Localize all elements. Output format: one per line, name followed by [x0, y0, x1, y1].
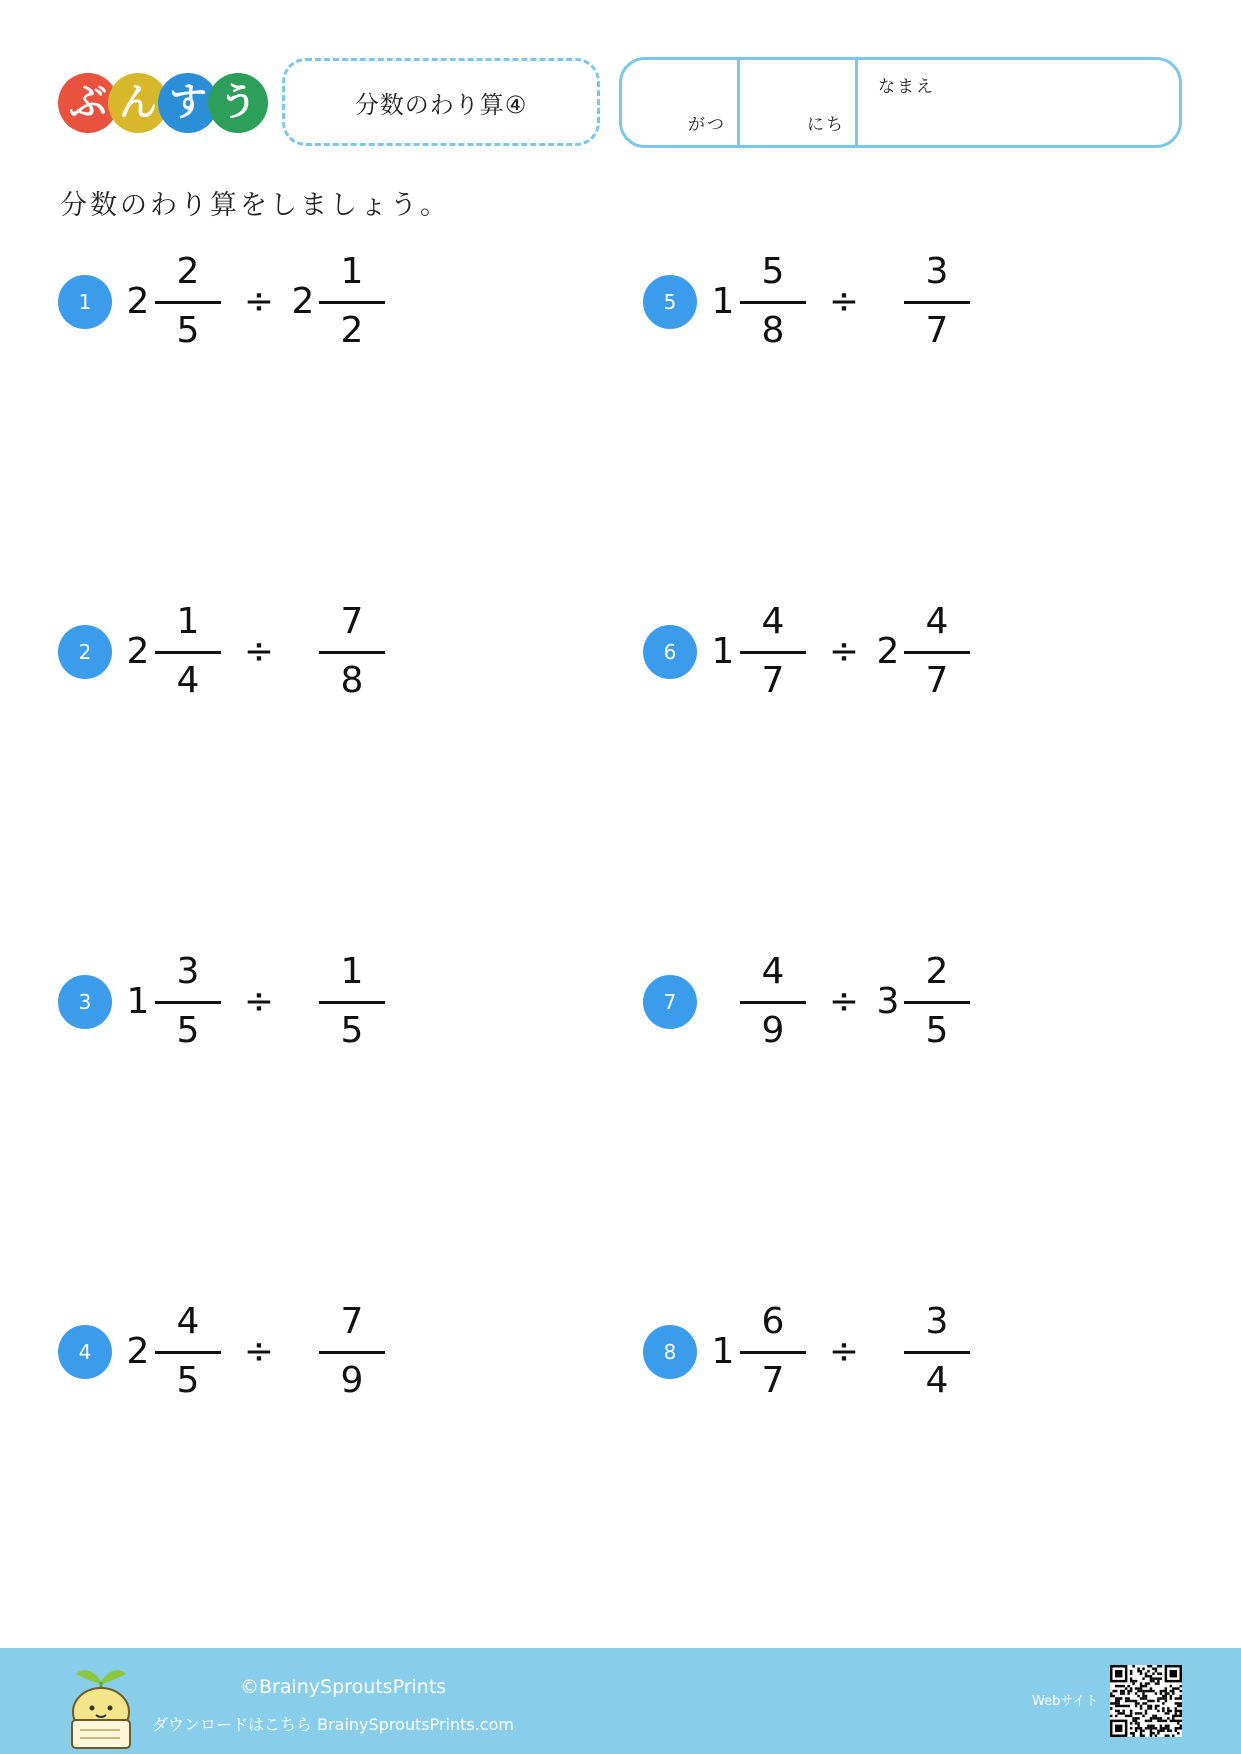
second-fraction: [904, 950, 970, 1060]
division-sign: ÷: [828, 631, 860, 672]
first-whole-number: 2: [126, 631, 150, 672]
problem-5: [643, 250, 1203, 360]
second-fraction-denominator: 8: [340, 660, 364, 701]
first-fraction-bar: [740, 1351, 806, 1354]
problem-2: [58, 600, 618, 710]
first-fraction: [155, 600, 221, 710]
first-whole-number: 1: [711, 1331, 735, 1372]
first-fraction-denominator: 8: [761, 310, 785, 351]
first-fraction-numerator: 5: [761, 251, 785, 292]
problem-number-badge: 5: [643, 275, 697, 329]
problem-8: [643, 1300, 1203, 1410]
division-sign: ÷: [828, 1331, 860, 1372]
second-fraction-numerator: 7: [340, 601, 364, 642]
month-label: がつ: [688, 115, 726, 135]
instruction: 分数のわり算をしましょう。: [60, 190, 450, 221]
first-fraction: [155, 250, 221, 360]
title-box: [282, 58, 600, 146]
second-fraction-bar: [319, 301, 385, 304]
first-fraction: [155, 1300, 221, 1410]
first-fraction-bar: [155, 1351, 221, 1354]
problem-number-badge: 6: [643, 625, 697, 679]
first-fraction-denominator: 9: [761, 1010, 785, 1051]
logo-char-2: ん: [108, 73, 168, 133]
month-divider: [737, 60, 740, 145]
website-label: Webサイト: [1032, 1694, 1099, 1709]
division-sign: ÷: [828, 281, 860, 322]
second-whole-number: 2: [291, 281, 315, 322]
second-fraction-denominator: 7: [925, 310, 949, 351]
logo-char-1: ぶ: [58, 73, 118, 133]
second-fraction: [319, 1300, 385, 1410]
second-fraction-denominator: 5: [925, 1010, 949, 1051]
copyright-text: ©BrainySproutsPrints: [240, 1676, 447, 1698]
problem-number-badge: 8: [643, 1325, 697, 1379]
first-fraction: [740, 1300, 806, 1410]
second-fraction-numerator: 2: [925, 951, 949, 992]
second-whole-number: 3: [876, 981, 900, 1022]
second-fraction: [319, 950, 385, 1060]
second-fraction-bar: [319, 1001, 385, 1004]
first-fraction-denominator: 5: [176, 1360, 200, 1401]
logo: [58, 73, 268, 133]
date-name-box: [619, 57, 1182, 148]
second-whole-number: 2: [876, 631, 900, 672]
second-fraction-bar: [319, 651, 385, 654]
second-fraction: [319, 250, 385, 360]
problem-number-badge: 4: [58, 1325, 112, 1379]
second-fraction-denominator: 7: [925, 660, 949, 701]
second-fraction-numerator: 4: [925, 601, 949, 642]
second-fraction-bar: [904, 1351, 970, 1354]
second-fraction: [904, 600, 970, 710]
first-fraction-bar: [740, 651, 806, 654]
first-fraction-numerator: 3: [176, 951, 200, 992]
problem-number-badge: 7: [643, 975, 697, 1029]
first-fraction-denominator: 5: [176, 1010, 200, 1051]
second-fraction: [904, 250, 970, 360]
second-fraction-denominator: 2: [340, 310, 364, 351]
first-fraction-numerator: 1: [176, 601, 200, 642]
day-label: にち: [807, 115, 845, 135]
first-fraction-numerator: 4: [176, 1301, 200, 1342]
second-fraction-numerator: 3: [925, 1301, 949, 1342]
first-whole-number: 1: [711, 281, 735, 322]
second-fraction-numerator: 1: [340, 951, 364, 992]
division-sign: ÷: [828, 981, 860, 1022]
logo-char-4: う: [208, 73, 268, 133]
second-fraction: [904, 1300, 970, 1410]
first-fraction: [740, 250, 806, 360]
first-fraction-denominator: 7: [761, 660, 785, 701]
first-fraction-denominator: 5: [176, 310, 200, 351]
second-fraction-numerator: 1: [340, 251, 364, 292]
division-sign: ÷: [243, 981, 275, 1022]
first-whole-number: 1: [711, 631, 735, 672]
first-whole-number: 1: [126, 981, 150, 1022]
second-fraction-denominator: 9: [340, 1360, 364, 1401]
first-fraction-bar: [740, 1001, 806, 1004]
sprout-mascot-icon: [66, 1660, 136, 1750]
second-fraction-denominator: 5: [340, 1010, 364, 1051]
problem-3: [58, 950, 618, 1060]
problem-number-badge: 1: [58, 275, 112, 329]
first-fraction-bar: [155, 1001, 221, 1004]
division-sign: ÷: [243, 281, 275, 322]
first-fraction-bar: [155, 651, 221, 654]
second-fraction-bar: [904, 651, 970, 654]
footer: [0, 1648, 1241, 1754]
second-fraction: [319, 600, 385, 710]
first-fraction-numerator: 4: [761, 951, 785, 992]
first-fraction-bar: [740, 301, 806, 304]
first-fraction: [155, 950, 221, 1060]
first-fraction: [740, 950, 806, 1060]
problem-number-badge: 2: [58, 625, 112, 679]
problem-number-badge: 3: [58, 975, 112, 1029]
first-whole-number: 2: [126, 281, 150, 322]
first-fraction: [740, 600, 806, 710]
division-sign: ÷: [243, 631, 275, 672]
division-sign: ÷: [243, 1331, 275, 1372]
first-fraction-denominator: 4: [176, 660, 200, 701]
second-fraction-bar: [904, 301, 970, 304]
name-label: なまえ: [878, 77, 935, 97]
worksheet-title: 分数のわり算④: [354, 90, 528, 119]
second-fraction-denominator: 4: [925, 1360, 949, 1401]
day-divider: [855, 60, 858, 145]
download-link[interactable]: ダウンロードはこちら BrainySproutsPrints.com: [152, 1715, 514, 1734]
first-fraction-numerator: 2: [176, 251, 200, 292]
logo-char-3: す: [158, 73, 218, 133]
first-whole-number: 2: [126, 1331, 150, 1372]
problem-1: [58, 250, 618, 360]
second-fraction-bar: [904, 1001, 970, 1004]
first-fraction-numerator: 4: [761, 601, 785, 642]
first-fraction-bar: [155, 301, 221, 304]
problem-6: [643, 600, 1203, 710]
problem-4: [58, 1300, 618, 1410]
second-fraction-bar: [319, 1351, 385, 1354]
problem-7: [643, 950, 1203, 1060]
second-fraction-numerator: 7: [340, 1301, 364, 1342]
first-fraction-denominator: 7: [761, 1360, 785, 1401]
second-fraction-numerator: 3: [925, 251, 949, 292]
first-fraction-numerator: 6: [761, 1301, 785, 1342]
qr-code-icon[interactable]: [1110, 1665, 1182, 1737]
